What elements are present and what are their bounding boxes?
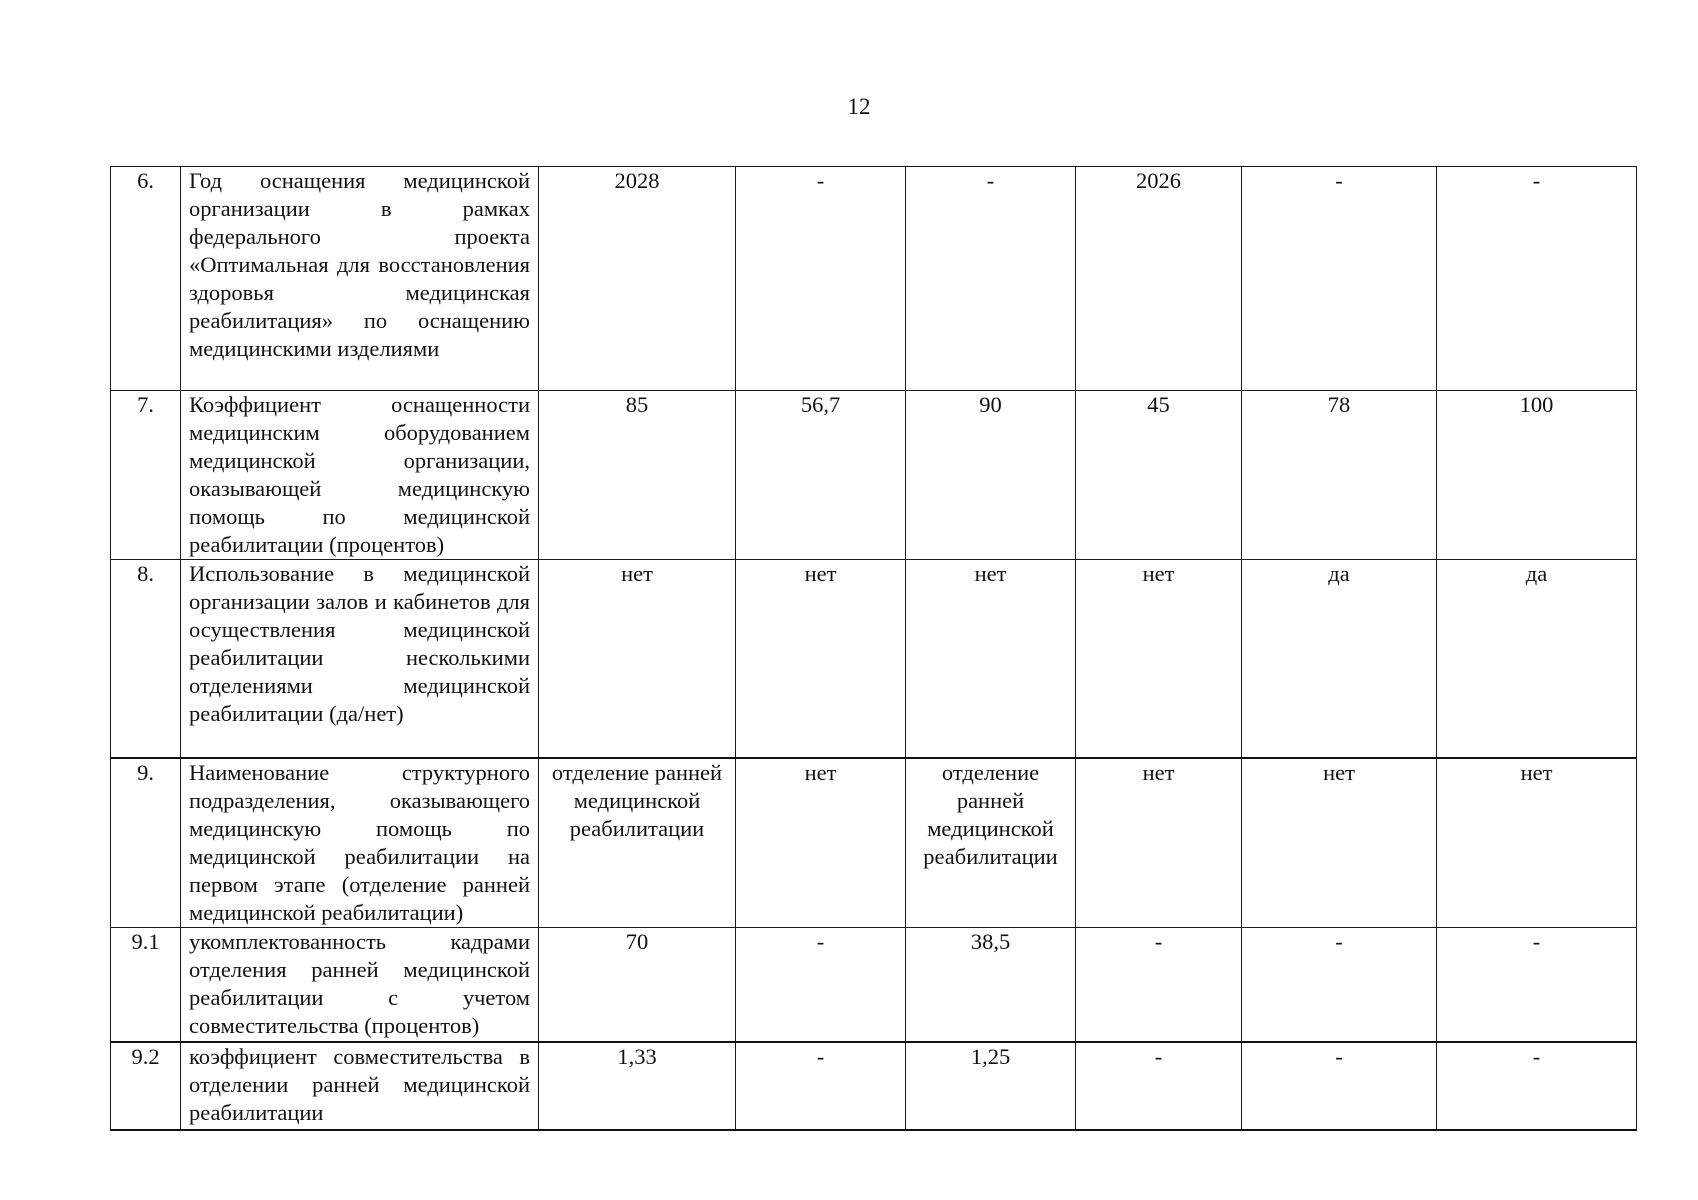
- indicator-description: Наименование структурного подразделения, оказывающего медицинскую помощь по медицинской реабилитации на первом этапе (отделение ранней медицинской реабилитации): [181, 758, 539, 928]
- value-cell: нет: [1076, 758, 1242, 928]
- value-cell: 85: [539, 391, 736, 560]
- table-row: [111, 560, 1637, 758]
- value-cell: 38,5: [906, 928, 1076, 1042]
- indicator-description: укомплектованность кадрами отделения ранней медицинской реабилитации с учетом совместительства (процентов): [181, 928, 539, 1042]
- value-cell: 56,7: [736, 391, 906, 560]
- page-number: 12: [847, 94, 871, 119]
- row-number: 6.: [111, 167, 181, 391]
- value-cell: 45: [1076, 391, 1242, 560]
- value-cell: 1,25: [906, 1042, 1076, 1130]
- value-cell: 70: [539, 928, 736, 1042]
- value-cell: -: [1242, 167, 1437, 391]
- indicator-description: коэффициент совместительства в отделении ранней медицинской реабилитации: [181, 1042, 539, 1130]
- indicator-description: Коэффициент оснащенности медицинским оборудованием медицинской организации, оказывающей медицинскую помощь по медицинской реабилитации (процентов): [181, 391, 539, 560]
- value-cell: отделение ранней медицинской реабилитации: [539, 758, 736, 928]
- value-cell: нет: [736, 560, 906, 758]
- value-cell: 1,33: [539, 1042, 736, 1130]
- value-cell: -: [1076, 1042, 1242, 1130]
- value-cell: 78: [1242, 391, 1437, 560]
- row-number: 9.: [111, 758, 181, 928]
- row-number: 9.2: [111, 1042, 181, 1130]
- indicator-description: Год оснащения медицинской организации в рамках федерального проекта «Оптимальная для восстановления здоровья медицинская реабилитация» по оснащению медицинскими изделиями: [181, 167, 539, 391]
- value-cell: -: [906, 167, 1076, 391]
- value-cell: нет: [1242, 758, 1437, 928]
- value-cell: -: [1437, 1042, 1637, 1130]
- table-row: [111, 1042, 1637, 1130]
- value-cell: -: [1242, 928, 1437, 1042]
- indicator-description: Использование в медицинской организации залов и кабинетов для осуществления медицинской реабилитации несколькими отделениями медицинской реабилитации (да/нет): [181, 560, 539, 758]
- row-number: 7.: [111, 391, 181, 560]
- value-cell: да: [1242, 560, 1437, 758]
- value-cell: -: [736, 928, 906, 1042]
- table-row: [111, 758, 1637, 928]
- value-cell: нет: [1076, 560, 1242, 758]
- table-row: [111, 391, 1637, 560]
- value-cell: отделение ранней медицинской реабилитации: [906, 758, 1076, 928]
- value-cell: -: [736, 1042, 906, 1130]
- value-cell: 90: [906, 391, 1076, 560]
- value-cell: да: [1437, 560, 1637, 758]
- row-number: 9.1: [111, 928, 181, 1042]
- value-cell: нет: [906, 560, 1076, 758]
- value-cell: 2028: [539, 167, 736, 391]
- value-cell: нет: [539, 560, 736, 758]
- table-row: [111, 928, 1637, 1042]
- value-cell: -: [1437, 167, 1637, 391]
- value-cell: -: [1242, 1042, 1437, 1130]
- value-cell: 100: [1437, 391, 1637, 560]
- table-row: [111, 167, 1637, 391]
- row-number: 8.: [111, 560, 181, 758]
- value-cell: нет: [736, 758, 906, 928]
- value-cell: нет: [1437, 758, 1637, 928]
- indicators-table: [110, 166, 1637, 1131]
- value-cell: 2026: [1076, 167, 1242, 391]
- value-cell: -: [1076, 928, 1242, 1042]
- value-cell: -: [736, 167, 906, 391]
- value-cell: -: [1437, 928, 1637, 1042]
